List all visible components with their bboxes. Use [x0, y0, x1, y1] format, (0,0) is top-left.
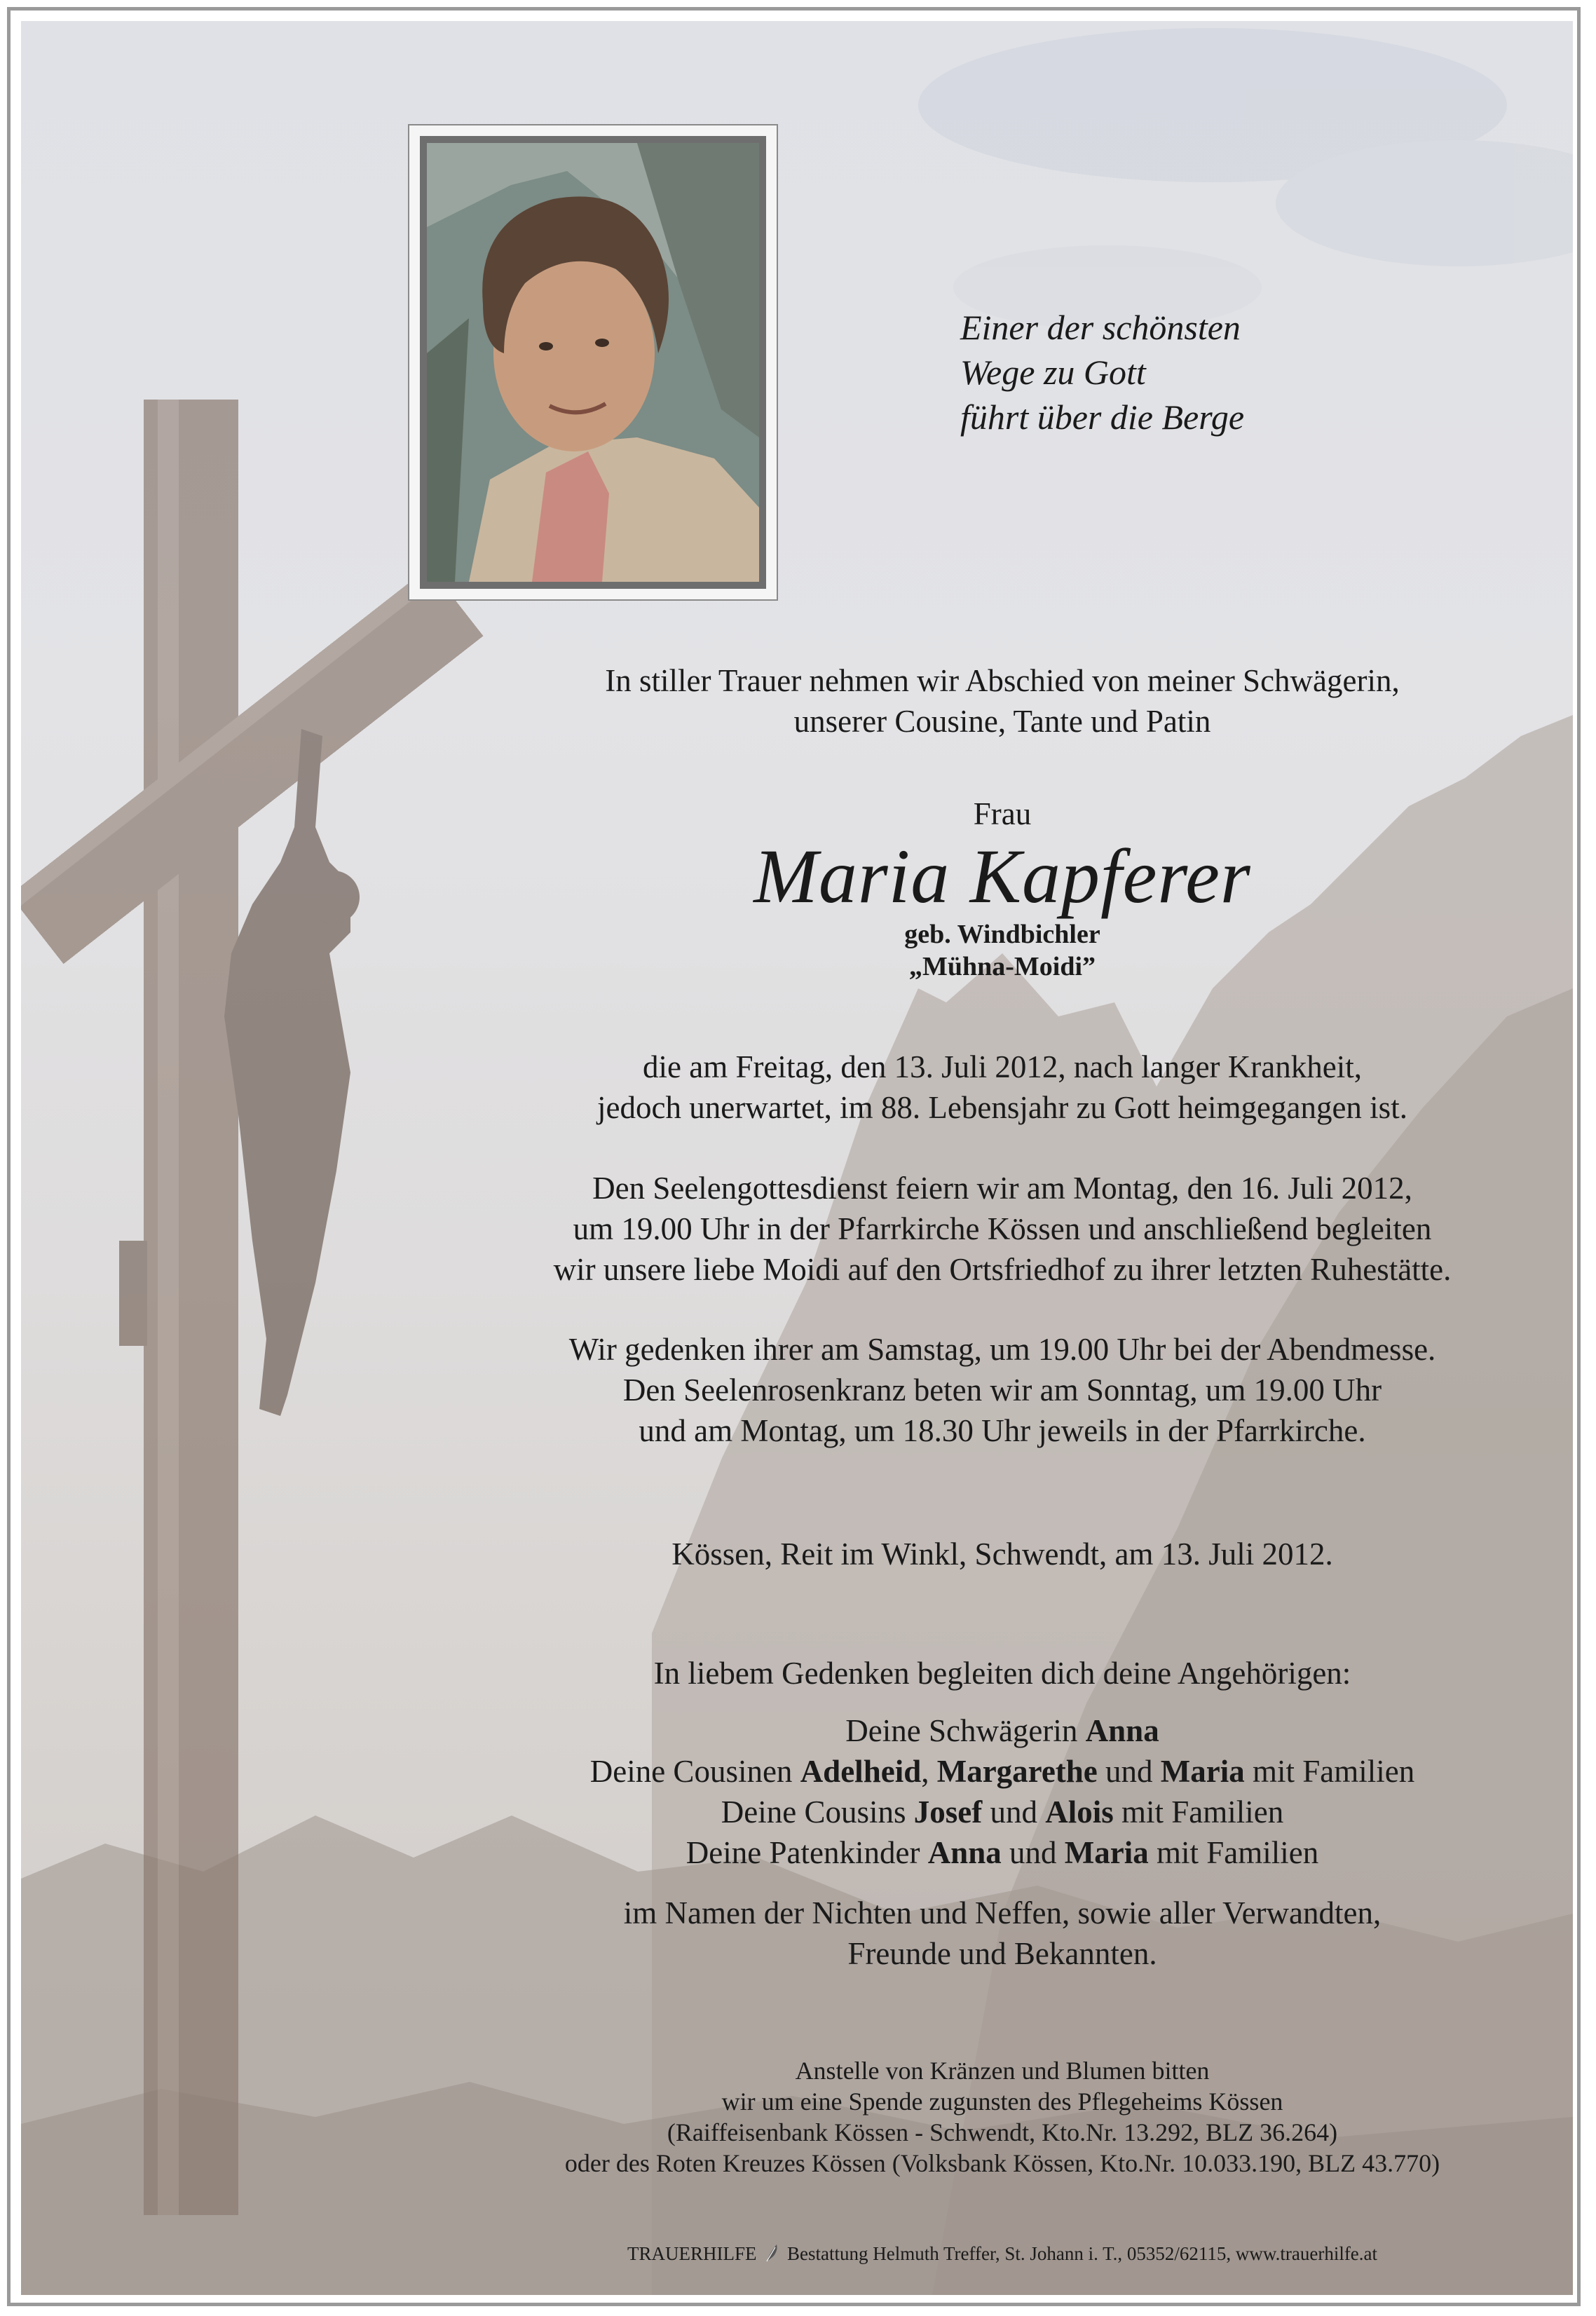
motto-verse — [960, 305, 1244, 440]
donation-line: oder des Roten Kreuzes Kössen (Volksbank Kössen, Kto.Nr. 10.033.190, BLZ 43.770) — [564, 2149, 1440, 2177]
relation-suffix: mit Familien — [1244, 1754, 1415, 1789]
place-date-block — [442, 1534, 1563, 1574]
memorial-line: Den Seelenrosenkranz beten wir am Sonntag, um 19.00 Uhr — [622, 1372, 1382, 1408]
deceased-name: Maria Kapferer — [753, 833, 1251, 919]
relatives-row — [442, 1710, 1563, 1751]
relatives-row — [442, 1832, 1563, 1873]
place-date: Kössen, Reit im Winkl, Schwendt, am 13. Juli 2012. — [671, 1537, 1333, 1572]
relation-label: Deine Schwägerin — [845, 1713, 1086, 1748]
relative-name: Margarethe — [936, 1754, 1098, 1789]
relative-name: Anna — [1085, 1713, 1159, 1748]
relative-name: Maria — [1160, 1754, 1245, 1789]
relatives-block — [442, 1653, 1563, 1974]
relatives-row — [442, 1751, 1563, 1792]
intro-line: In stiller Trauer nehmen wir Abschied von meiner Schwägerin, — [605, 663, 1400, 698]
relative-name: Adelheid — [800, 1754, 922, 1789]
crucifix-figure — [224, 729, 350, 1416]
nickname: „Mühna-Moidi” — [908, 952, 1096, 981]
service-info — [442, 1168, 1563, 1290]
intro-line: unserer Cousine, Tante und Patin — [793, 704, 1211, 739]
relative-name: Maria — [1064, 1835, 1149, 1870]
relation-label: Deine Cousins — [721, 1794, 914, 1830]
donation-line: Anstelle von Kränzen und Blumen bitten — [795, 2057, 1210, 2085]
separator: und — [982, 1794, 1046, 1830]
relative-name: Alois — [1045, 1794, 1114, 1830]
motto-line: Einer der schönsten — [960, 308, 1241, 347]
memorial-line: und am Montag, um 18.30 Uhr jeweils in der Pfarrkirche. — [639, 1413, 1366, 1448]
relatives-heading: In liebem Gedenken begleiten dich deine Angehörigen: — [653, 1656, 1351, 1691]
relatives-row — [442, 1792, 1563, 1832]
relative-name: Josef — [913, 1794, 983, 1830]
relation-suffix: mit Familien — [1148, 1835, 1319, 1870]
relation-label: Deine Patenkinder — [686, 1835, 928, 1870]
deceased-block — [442, 793, 1563, 983]
donation-line: (Raiffeisenbank Kössen - Schwendt, Kto.Nr. 13.292, BLZ 36.264) — [667, 2118, 1338, 2146]
portrait-border — [420, 136, 766, 589]
footer-brand: TRAUERHILFE — [627, 2243, 757, 2264]
service-line: wir unsere liebe Moidi auf den Ortsfriedhof zu ihrer letzten Ruhestätte. — [553, 1252, 1452, 1287]
portrait-frame — [408, 124, 778, 601]
closing-line: Freunde und Bekannten. — [847, 1936, 1157, 1971]
memorial-info — [442, 1329, 1563, 1451]
memorial-line: Wir gedenken ihrer am Samstag, um 19.00 Uhr bei der Abendmesse. — [568, 1332, 1436, 1367]
separator: , — [921, 1754, 937, 1789]
separator: und — [1097, 1754, 1161, 1789]
closing-line: im Namen der Nichten und Neffen, sowie aller Verwandten, — [623, 1895, 1382, 1930]
motto-line: Wege zu Gott — [960, 353, 1146, 392]
separator: und — [1001, 1835, 1065, 1870]
relation-label: Deine Cousinen — [589, 1754, 800, 1789]
footer-contact: Bestattung Helmuth Treffer, St. Johann i. T., 05352/62115, www.trauerhilfe.at — [786, 2243, 1378, 2264]
death-notice — [442, 1047, 1563, 1128]
birth-name: geb. Windbichler — [904, 920, 1100, 949]
clouds-decoration — [918, 28, 1573, 329]
salutation: Frau — [973, 796, 1032, 831]
relation-suffix: mit Familien — [1113, 1794, 1284, 1830]
notice-line: die am Freitag, den 13. Juli 2012, nach langer Krankheit, — [643, 1049, 1362, 1084]
intro-block — [442, 660, 1563, 742]
donation-line: wir um eine Spende zugunsten des Pflegeheims Kössen — [721, 2087, 1283, 2116]
motto-line: führt über die Berge — [960, 397, 1245, 437]
service-line: um 19.00 Uhr in der Pfarrkirche Kössen und anschließend begleiten — [573, 1211, 1432, 1246]
notice-line: jedoch unerwartet, im 88. Lebensjahr zu Gott heimgegangen ist. — [597, 1090, 1407, 1125]
portrait-photo — [427, 143, 759, 582]
service-line: Den Seelengottesdienst feiern wir am Montag, den 16. Juli 2012, — [592, 1171, 1412, 1206]
footer — [442, 2242, 1563, 2266]
obituary-panel — [21, 21, 1573, 2295]
relative-name: Anna — [927, 1835, 1002, 1870]
donation-block — [442, 2055, 1563, 2179]
feather-icon — [764, 2243, 779, 2263]
